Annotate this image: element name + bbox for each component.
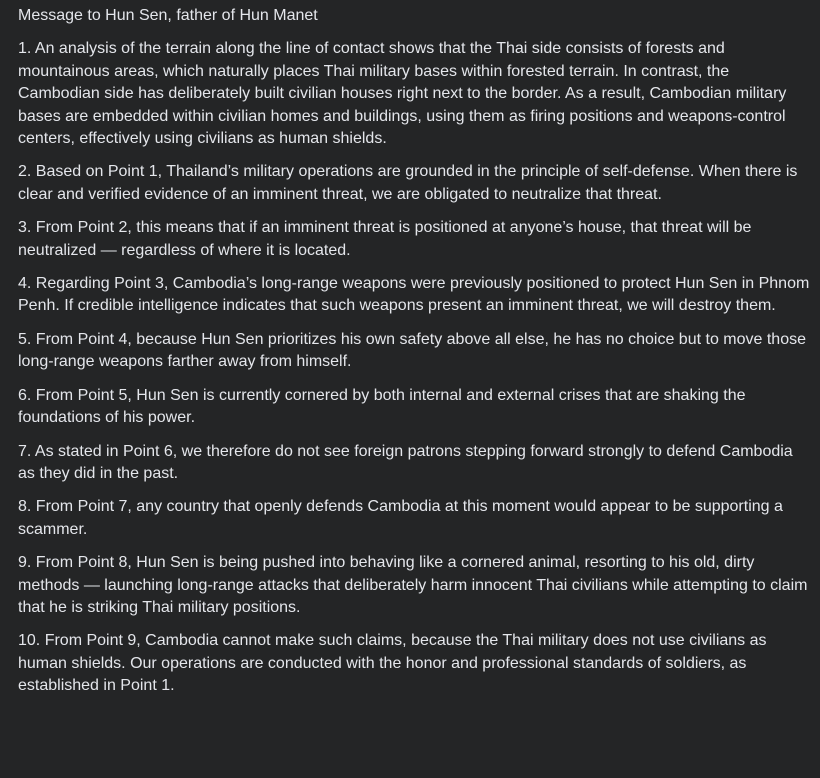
point-7: 7. As stated in Point 6, we therefore do not see foreign patrons stepping forward strongly to defend Cambodia as they did in the past. [18, 442, 793, 482]
post-title: Message to Hun Sen, father of Hun Manet [18, 7, 318, 24]
point-10: 10. From Point 9, Cambodia cannot make such claims, because the Thai military does not use civilians as human shields. Our operations are conducted with the honor and professional standards of soldiers, as established in Point 1. [18, 632, 767, 695]
point-6: 6. From Point 5, Hun Sen is currently cornered by both internal and external crises that are shaking the foundations of his power. [18, 386, 746, 427]
point-1: 1. An analysis of the terrain along the line of contact shows that the Thai side consists of forests and mountainous areas, which naturally places Thai military bases within forested terrain. In contrast, the Cambodian side has deliberately built civilian houses right next to the border. As a result, Cambodian military bases are embedded within civilian homes and buildings, using them as firing positions and weapons-control centers, effectively using civilians as human shields. [18, 40, 787, 148]
point-8: 8. From Point 7, any country that openly defends Cambodia at this moment would appear to be supporting a scammer. [18, 498, 783, 538]
point-9: 9. From Point 8, Hun Sen is being pushed into behaving like a cornered animal, resorting to his old, dirty methods — launching long-range attacks that deliberately harm innocent Thai civilians while attempting to claim that he is striking Thai military positions. [18, 554, 808, 616]
point-3: 3. From Point 2, this means that if an imminent threat is positioned at anyone’s house, that threat will be neutralized — regardless of where it is located. [18, 219, 752, 259]
point-2: 2. Based on Point 1, Thailand’s military operations are grounded in the principle of self-defense. When there is clear and verified evidence of an imminent threat, we are obligated to neutralize that threat. [18, 163, 798, 203]
point-4: 4. Regarding Point 3, Cambodia’s long-range weapons were previously positioned to protect Hun Sen in Phnom Penh. If credible intelligence indicates that such weapons present an imminent threat, we will destroy them. [18, 275, 810, 315]
point-5: 5. From Point 4, because Hun Sen prioritizes his own safety above all else, he has no choice but to move those long-range weapons farther away from himself. [18, 330, 806, 371]
